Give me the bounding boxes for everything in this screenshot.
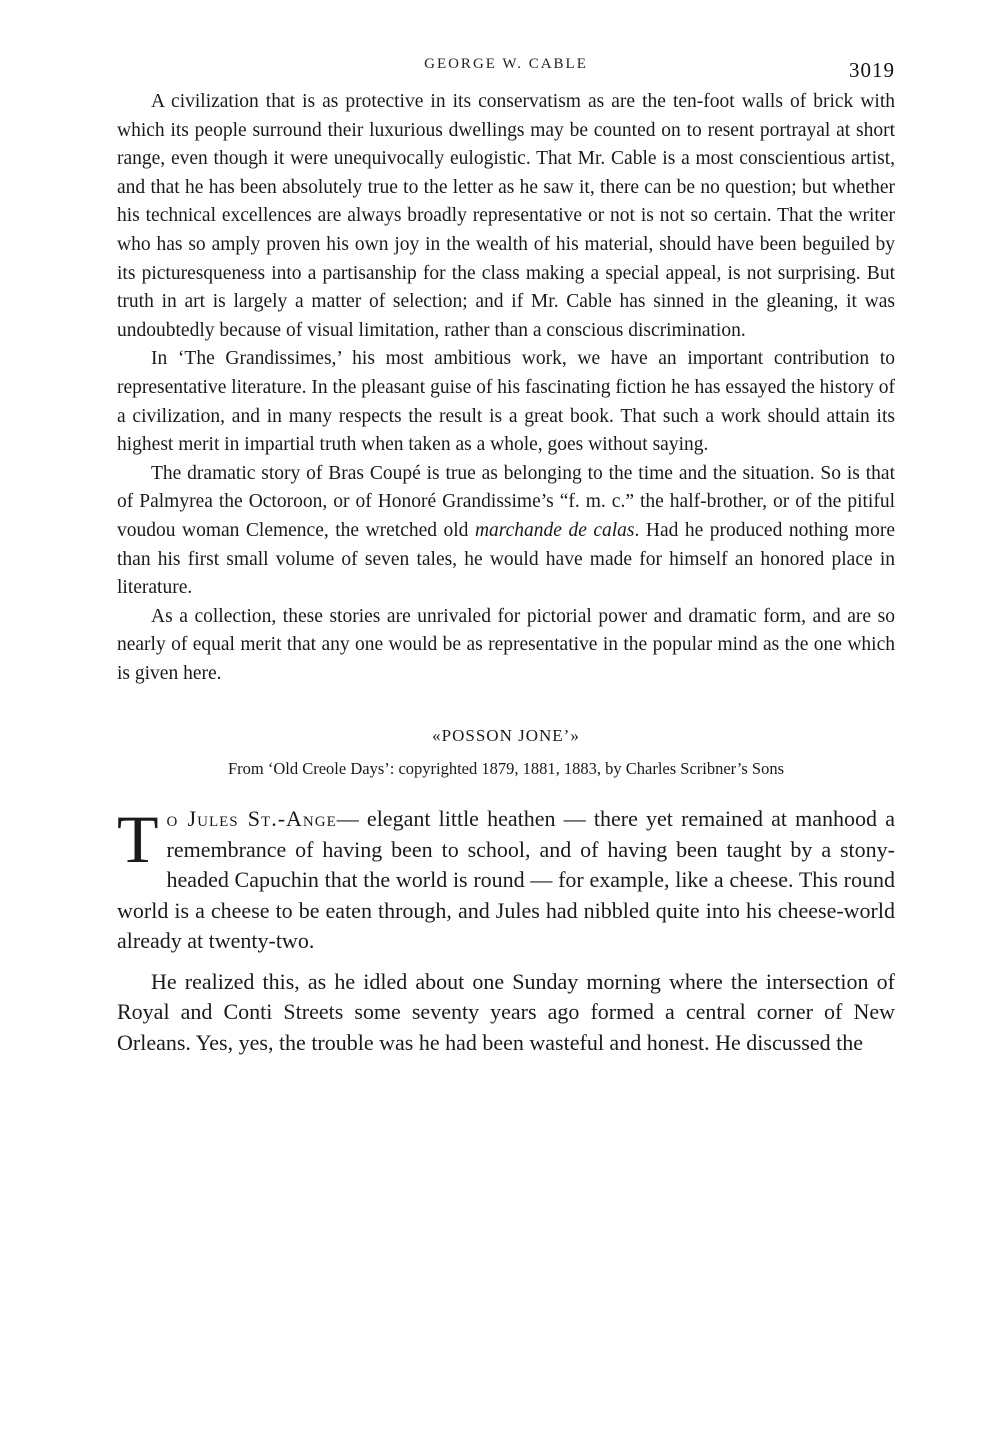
foreign-phrase: marchande de calas [474,519,635,541]
selection-source: From ‘Old Creole Days’: copyrighted 1879, 1881, 1883, by Charles Scribner’s Sons [227,759,785,779]
story-text-run: — elegant little heathen — there yet remained at manhood a remembrance of having been to school, and of having been taught by a stony-headed Capuchin that the world is round — for example, like a cheese. This round world is a cheese to be eaten through, and Jules had nibbled quite into his cheese-world already at twenty-two. [117,806,895,954]
intro-paragraph: In ‘The Grandissimes,’ his most ambitious work, we have an important contribution to representative literature. In the pleasant guise of his fascinating fiction he has essayed the history of a civilization, and in many respects the result is a great book. That such a work should attain its highest merit in impartial truth when taken as a whole, goes without saying. [117,348,895,456]
book-page [117,48,895,1058]
intro-paragraph: As a collection, these stories are unrivaled for pictorial power and dramatic form, and are so nearly of equal merit that any one would be as representative in the popular mind as the one which is given here. [117,605,895,684]
story-paragraph [117,801,895,957]
intro-paragraph [117,460,895,603]
introduction [117,88,895,688]
running-header [117,48,895,88]
intro-paragraph: A civilization that is as protective in its conservatism as are the ten-foot walls of brick with which its people surround their luxurious dwellings may be counted on to resent portrayal at short range, even though it were unequivocally eulogistic. That Mr. Cable is a most conscientious artist, and that he has been absolutely true to the letter as he saw it, there can be no question; but whether his technical excellences are always broadly representative or not is not so certain. That the writer who has so amply proven his own joy in the wealth of his material, should have been beguiled by its picturesqueness into a partisanship for the class making a special appeal, is not surprising. But truth in art is largely a matter of selection; and if Mr. Cable has sinned in the gleaning, it was undoubtedly because of visual limitation, rather than a conscious discrimination. [117,91,895,341]
story-paragraph: He realized this, as he idled about one Sunday morning where the intersection of Royal and Conti Streets some seventy years ago formed a central corner of New Orleans. Yes, yes, the trouble was he had been wasteful and honest. He discussed the [117,968,895,1055]
page-number: 3019 [849,58,895,82]
drop-cap: T [117,801,159,878]
intro-text: . Had he produced nothing more than his first small volume of seven tales, he would have made for himself an honored place in literature. [117,519,895,599]
running-title: GEORGE W. CABLE [424,56,588,72]
selection-title: «POSSON JONE’» [432,726,580,746]
opening-words: o Jules St.-Ange [166,806,337,832]
story-text [117,801,895,1058]
intro-text: The dramatic story of Bras Coupé is true as belonging to the time and the situation. So is that of Palmyrea the Octoroon, or of Honoré Grandissime’s “f. m. c.” the half-brother, or of the pitiful voudou woman Clemence, the wretched old [117,462,895,541]
